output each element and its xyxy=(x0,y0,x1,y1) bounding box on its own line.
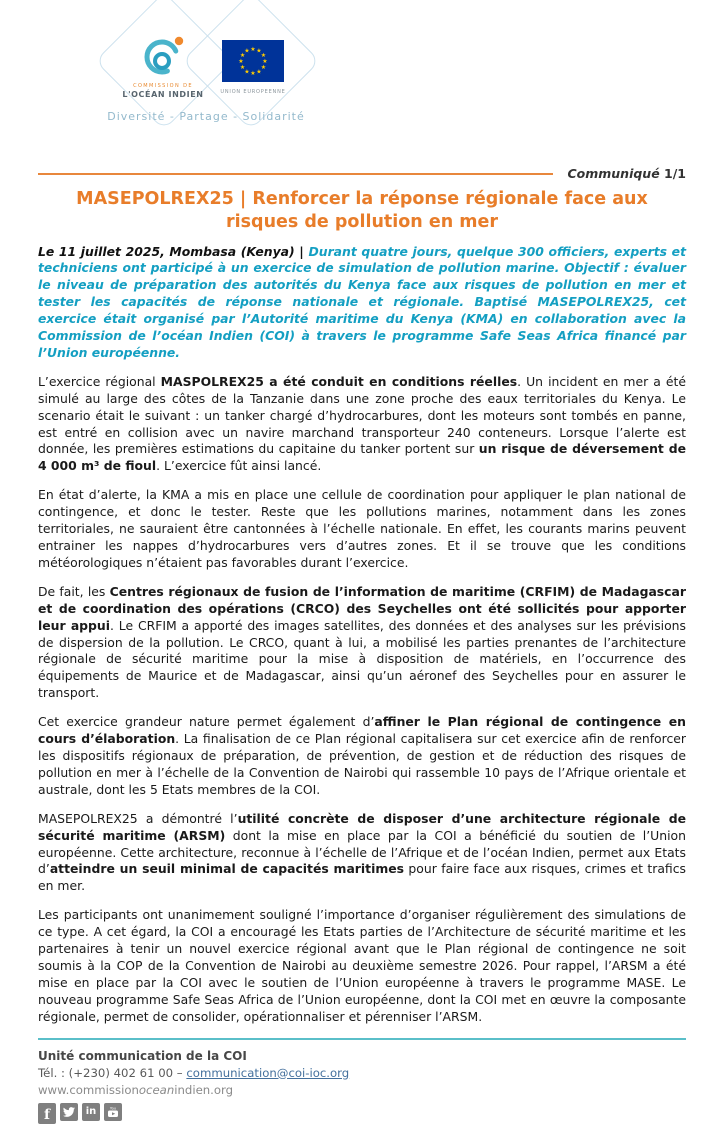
lead-paragraph xyxy=(38,244,686,362)
website-prefix: www.commission xyxy=(38,1082,139,1097)
linkedin-icon[interactable]: in xyxy=(82,1103,100,1121)
svg-text:★: ★ xyxy=(262,58,268,65)
facebook-icon[interactable]: f xyxy=(38,1103,56,1124)
svg-text:★: ★ xyxy=(238,58,244,65)
document-title: MASEPOLREX25 | Renforcer la réponse régionale face aux risques de pollution en mer xyxy=(76,189,648,232)
svg-text:★: ★ xyxy=(250,46,256,53)
paragraph-4: Cet exercice grandeur nature permet également d’affiner le Plan régional de contingence en cours d’élaboration. La finalisation de ce Plan régional capitalisera sur cet exercice afin de renforcer les dispositifs régionaux de préparation, de prévention, de gestion et de réduction des risques de pollution en mer à l’échelle de la Convention de Nairobi qui rassemble 10 pays de l’Afrique orientale et australe, dont les 5 Etats membres de la COI. xyxy=(38,714,686,797)
twitter-icon[interactable] xyxy=(60,1103,78,1121)
masthead xyxy=(38,166,686,181)
svg-text:★: ★ xyxy=(256,68,262,76)
svg-text:You: You xyxy=(109,1106,117,1111)
lead-text: Durant quatre jours, quelque 300 officiers, experts et techniciens ont participé à un exercice de simulation de pollution marine. Objectif : évaluer le niveau de préparation des autorités du Kenya face aux risques de pollution en mer et tester les capacités de réponse nationale et régionale. Baptisé MASEPOLREX25, cet exercice était organisé par l’Autorité maritime du Kenya (KMA) en collaboration avec la Commission de l’océan Indien (COI) à travers le programme Safe Seas Africa financé par l’Union européenne. xyxy=(38,243,686,360)
coi-logo-line1: COMMISSION DE xyxy=(133,83,193,89)
website-suffix: indien.org xyxy=(174,1082,234,1097)
footer-unit: Unité communication de la COI xyxy=(38,1048,247,1063)
header xyxy=(38,26,686,150)
eu-flag-icon xyxy=(222,40,284,82)
coi-logo-line2: L'OCÉAN INDIEN xyxy=(122,90,204,99)
youtube-icon[interactable] xyxy=(104,1103,122,1121)
article-body xyxy=(38,374,686,1026)
eu-logo xyxy=(205,40,301,95)
footer-contact xyxy=(38,1066,686,1080)
svg-text:★: ★ xyxy=(250,70,256,77)
doc-type-label xyxy=(567,166,686,181)
footer-tel: Tél. : (+230) 402 61 00 – xyxy=(38,1065,187,1080)
svg-text:★: ★ xyxy=(239,64,246,71)
svg-text:★: ★ xyxy=(244,68,250,76)
masthead-rule xyxy=(38,173,553,175)
paragraph-1: L’exercice régional MASPOLREX25 a été conduit en conditions réelles. Un incident en mer a été simulé au large des côtes de la Tanzanie dans une zone proche des eaux territoriales du Kenya. Le scenario était le suivant : un tanker chargé d’hydrocarbures, dont les moteurs sont tombés en panne, est entré en collision avec un navire marchand transporteur 240 conteneurs. Lorsque l’alerte est donnée, les premières estimations du capitaine du tanker portent sur un risque de déversement de 4 000 m³ de fioul. L’exercice fût ainsi lancé. xyxy=(38,373,686,474)
page-indicator: 1/1 xyxy=(659,166,686,181)
eu-logo-label: UNION EUROPEENNE xyxy=(220,89,286,95)
tagline: Diversité - Partage - Solidarité xyxy=(107,110,305,123)
doc-type: Communiqué xyxy=(567,166,660,181)
paragraph-2: En état d’alerte, la KMA a mis en place une cellule de coordination pour appliquer le plan national de contingence, et donc le tester. Reste que les pollutions marines, notamment dans les zones territoriales, ne sauraient être cantonnées à l’échelle nationale. En effet, les courants marins peuvent entrainer les nappes d’hydrocarbures vers d’autres zones. Et il se trouve que les conditions météorologiques n’étaient pas favorables durant l’exercice. xyxy=(38,487,686,570)
svg-text:★: ★ xyxy=(239,52,246,59)
social-icons xyxy=(38,1103,686,1124)
dateline: Le 11 juillet 2025, Mombasa (Kenya) | xyxy=(38,243,309,259)
footer xyxy=(38,1038,686,1124)
coi-swirl-icon xyxy=(137,34,189,78)
coi-logo xyxy=(113,34,213,99)
paragraph-6: Les participants ont unanimement souligné l’importance d’organiser régulièrement des simulations de ce type. A cet égard, la COI a encouragé les Etats parties de l’Architecture de sécurité maritime et les partenaires à tenir un nouvel exercice régional avant que le Plan régional de contingence ne soit soumis à la COP de la Convention de Nairobi au deuxième semestre 2026. Pour rappel, l’ARSM a été mise en place par la COI avec le soutien de l’Union européenne à travers le programme MASE. Le nouveau programme Safe Seas Africa de l’Union européenne, dont la COI met en œuvre la composante régionale, permet de consolider, opérationnaliser et pérenniser l’ARSM. xyxy=(38,907,686,1024)
footer-website xyxy=(38,1083,686,1097)
svg-text:★: ★ xyxy=(244,47,250,55)
website-italic: ocean xyxy=(138,1082,175,1097)
svg-text:★: ★ xyxy=(260,52,267,59)
svg-text:★: ★ xyxy=(260,64,267,71)
svg-text:★: ★ xyxy=(256,47,262,55)
paragraph-3: De fait, les Centres régionaux de fusion de l’information de maritime (CRFIM) de Madagascar et de coordination des opérations (CRCO) des Seychelles ont été sollicités pour apporter leur appui. Le CRFIM a apporté des images satellites, des données et des analyses sur les prévisions de dispersion de la pollution. Le CRCO, quant à lui, a mobilisé les parties prenantes de l’architecture régionale de sécurité maritime pour la mise à disposition de matériels, en l’occurrence des équipements de Maurice et de Madagascar, ainsi qu’un aéronef des Seychelles pour en assurer le transport. xyxy=(38,583,686,701)
footer-rule xyxy=(38,1038,686,1040)
paragraph-5: MASEPOLREX25 a démontré l’utilité concrète de disposer d’une architecture régionale de sécurité maritime (ARSM) dont la mise en place par la COI a bénéficié du soutien de l’Union européenne. Cette architecture, reconnue à l’échelle de l’Afrique et de l’océan Indien, permet aux Etats d’atteindre un seuil minimal de capacités maritimes pour faire face aux risques, crimes et trafics en mer. xyxy=(38,810,686,894)
email-link[interactable]: communication@coi-ioc.org xyxy=(186,1065,350,1080)
